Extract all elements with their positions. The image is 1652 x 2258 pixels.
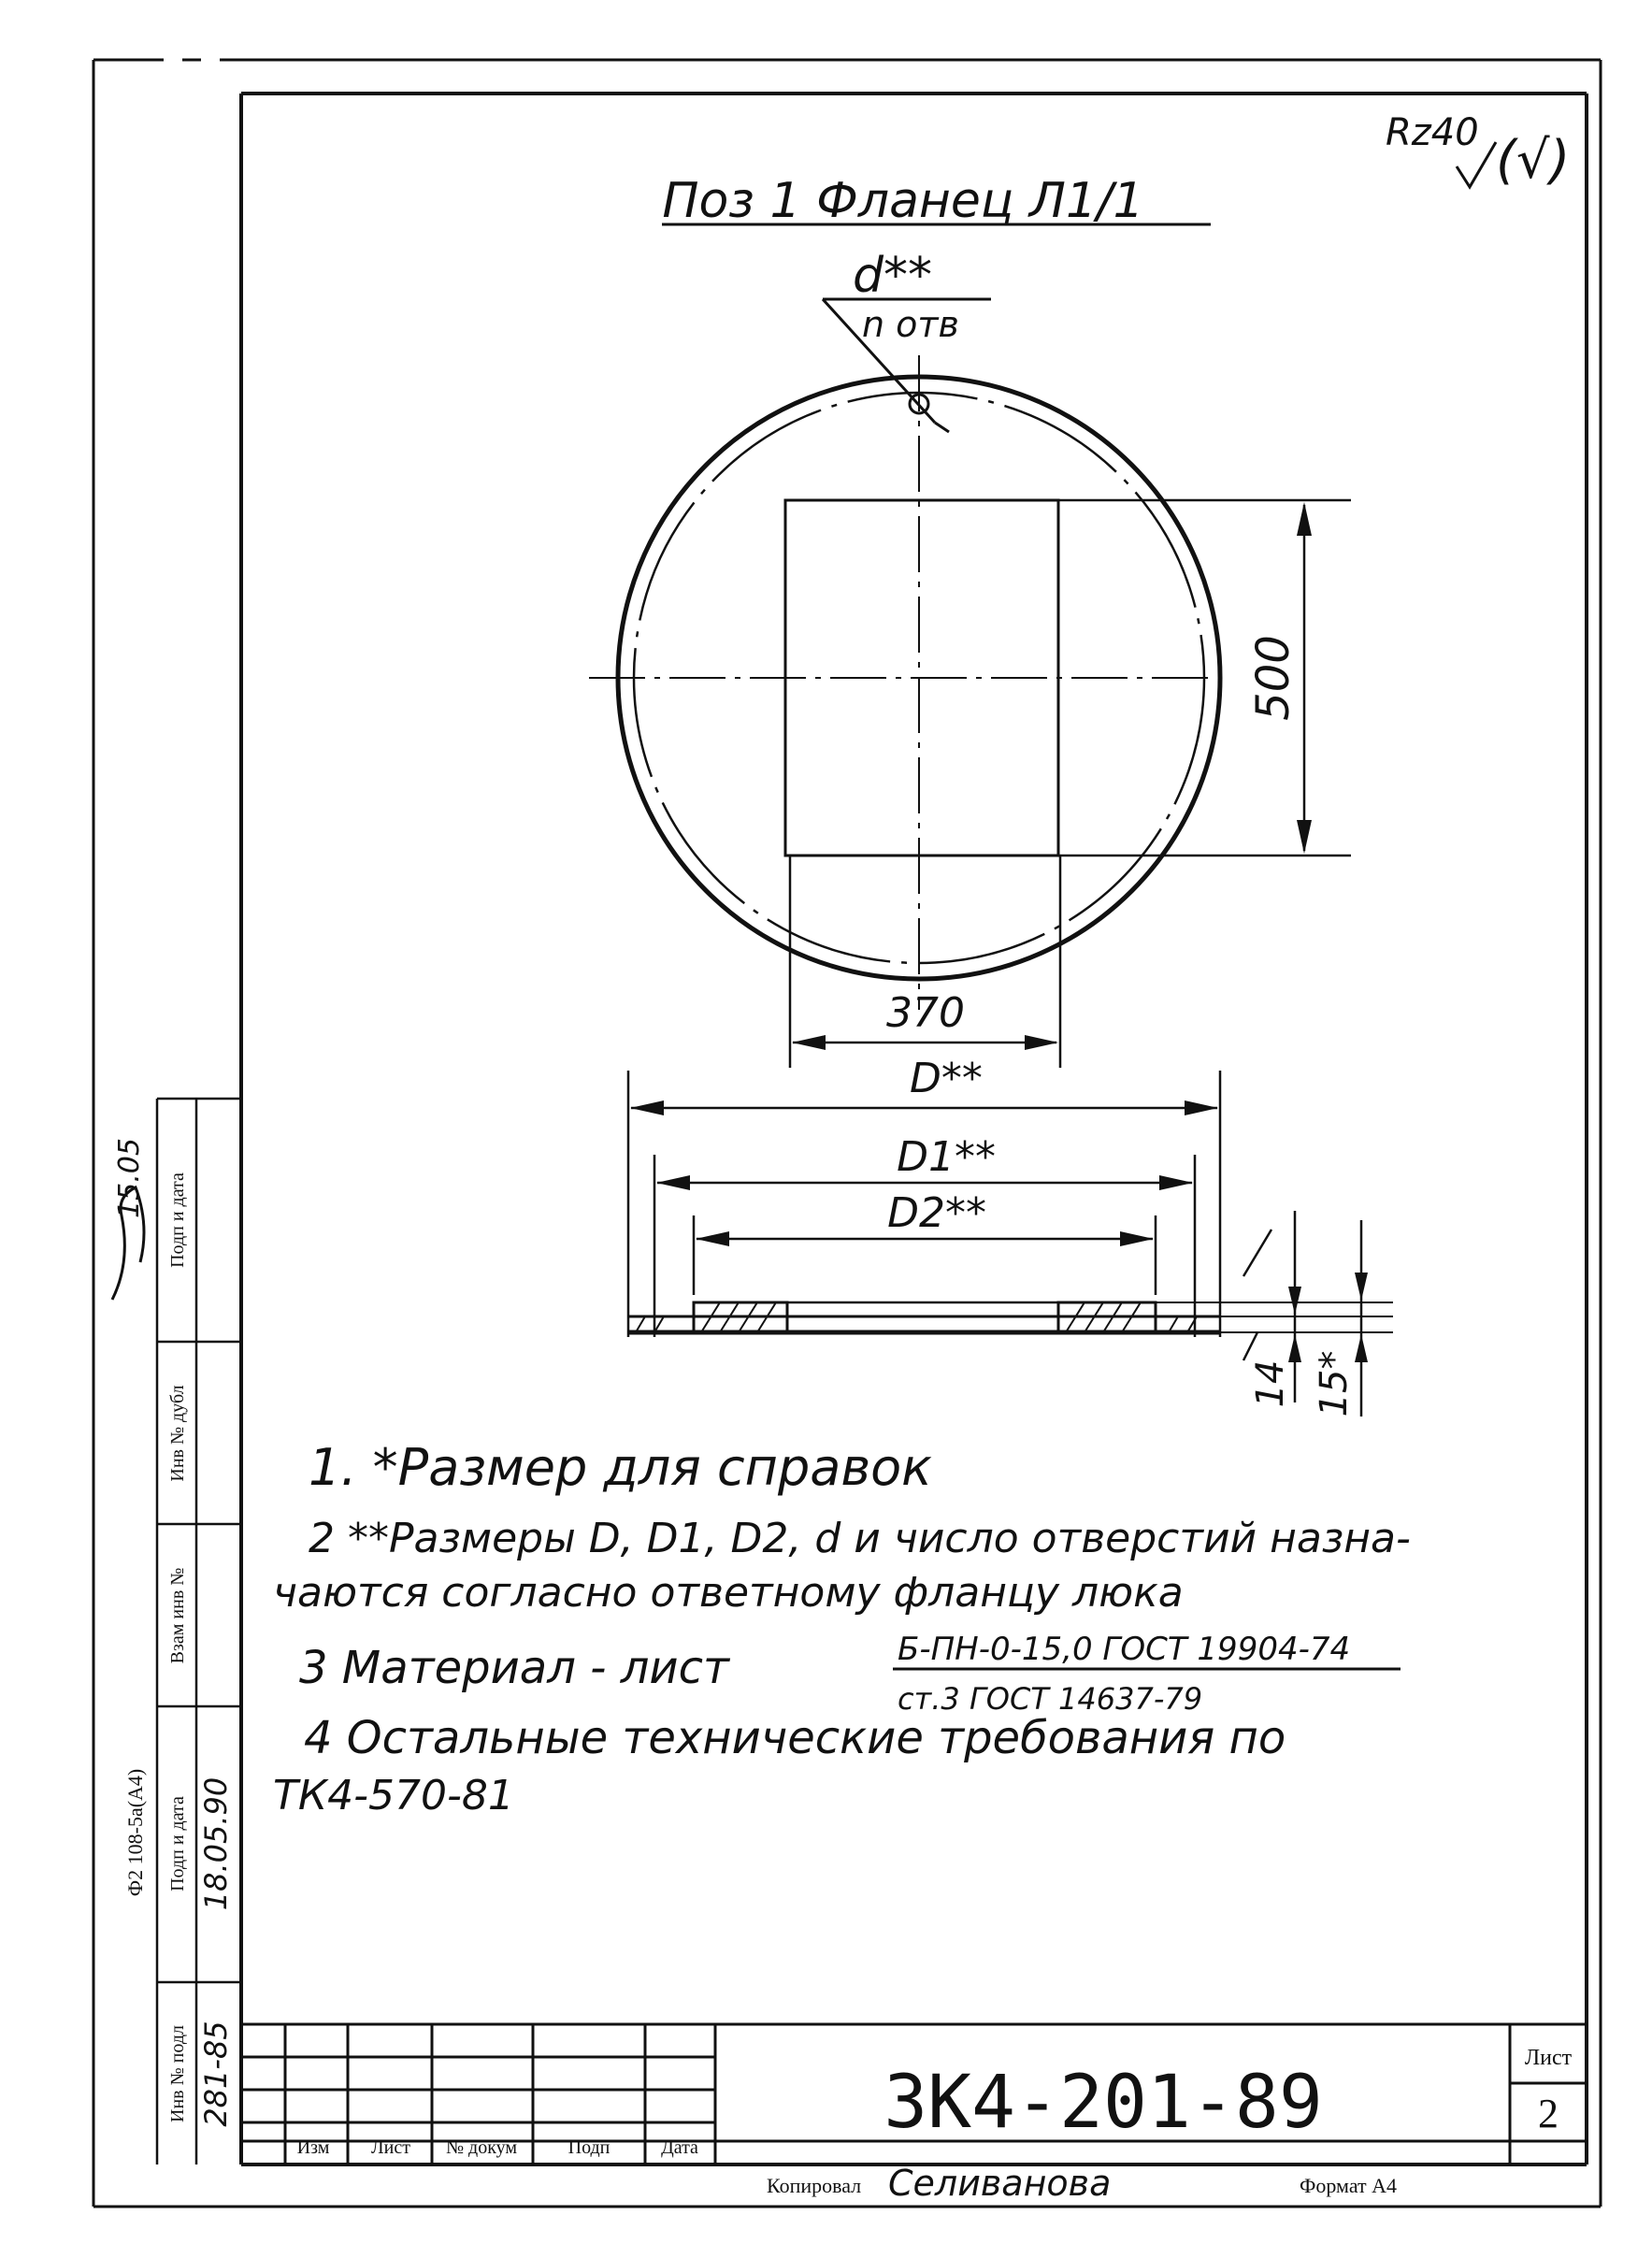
dim-370-label: 370 [886,989,965,1037]
plan-view [589,355,1351,1068]
inner-frame [241,93,1587,2165]
note-2-line-1: 2 **Размеры D, D1, D2, d и число отверстий назна- [309,1515,1411,1562]
side-stamp-value-date: 18.05.90 [198,1776,234,1911]
section-view [628,1055,1393,1417]
note-3-material: Б-ПН-0-15,0 ГОСТ 19904-74 [898,1631,1351,1668]
side-stamp-label-inv-podl: Инв № подл [167,2025,188,2122]
chamfer-leader-top [1243,1230,1271,1276]
note-3-prefix: 3 Материал - лист [299,1642,729,1694]
format-label: Формат А4 [1300,2174,1398,2197]
roughness-value: Rz40 [1386,111,1479,154]
side-stamp-value-inv-podl: 281-85 [198,2021,234,2127]
drawing-title: Поз 1 Фланец Л1/1 [662,173,1144,229]
hole-label-bottom: n отв [862,304,959,345]
side-stamp-value-sign: 15.05 [113,1138,146,1218]
dim-14-label: 14 [1249,1359,1292,1408]
technical-notes [273,1438,1411,1819]
dim-D2-label: D2** [887,1189,986,1237]
col-podp: Подп [567,2137,611,2158]
dim-15-label: 15* [1313,1350,1356,1417]
copied-name: Селиванова [888,2163,1112,2204]
roughness-mark: (√) [1496,130,1571,191]
note-2-line-2: чаются согласно ответному фланцу люка [273,1569,1184,1617]
note-4-line-1: 4 Остальные технические требования по [304,1712,1286,1764]
sheet-label: Лист [1524,2046,1573,2070]
col-data: Дата [661,2137,698,2158]
note-1: 1. *Размер для справок [309,1438,932,1497]
side-stamp-label-vzam: Взам инв № [167,1567,188,1664]
side-stamp-label-podp-1: Подп и дата [167,1796,188,1891]
dim-500-label: 500 [1247,635,1300,721]
note-3-grade: ст.3 ГОСТ 14637-79 [898,1681,1203,1717]
outer-border [93,60,1601,2207]
hole-leader-arrow [935,423,949,432]
col-list: Лист [371,2137,410,2158]
sheet-number: 2 [1538,2091,1559,2136]
side-stamp-form: Ф2 108-5а(А4) [123,1768,147,1897]
hole-label-top: d** [853,248,933,304]
chamfer-leader-bottom [1243,1332,1257,1360]
note-4-line-2: ТК4-570-81 [273,1772,514,1819]
side-stamp-label-podp-2: Подп и дата [167,1172,188,1268]
side-stamp-label-dubl: Инв № дубл [167,1385,188,1482]
doc-number: 3К4-201-89 [883,2061,1323,2145]
col-izm: Изм [296,2137,330,2158]
col-doc: № докум [445,2137,518,2158]
copied-label: Копировал [767,2174,862,2197]
dim-D1-label: D1** [897,1133,996,1181]
dim-D-label: D** [910,1055,983,1102]
